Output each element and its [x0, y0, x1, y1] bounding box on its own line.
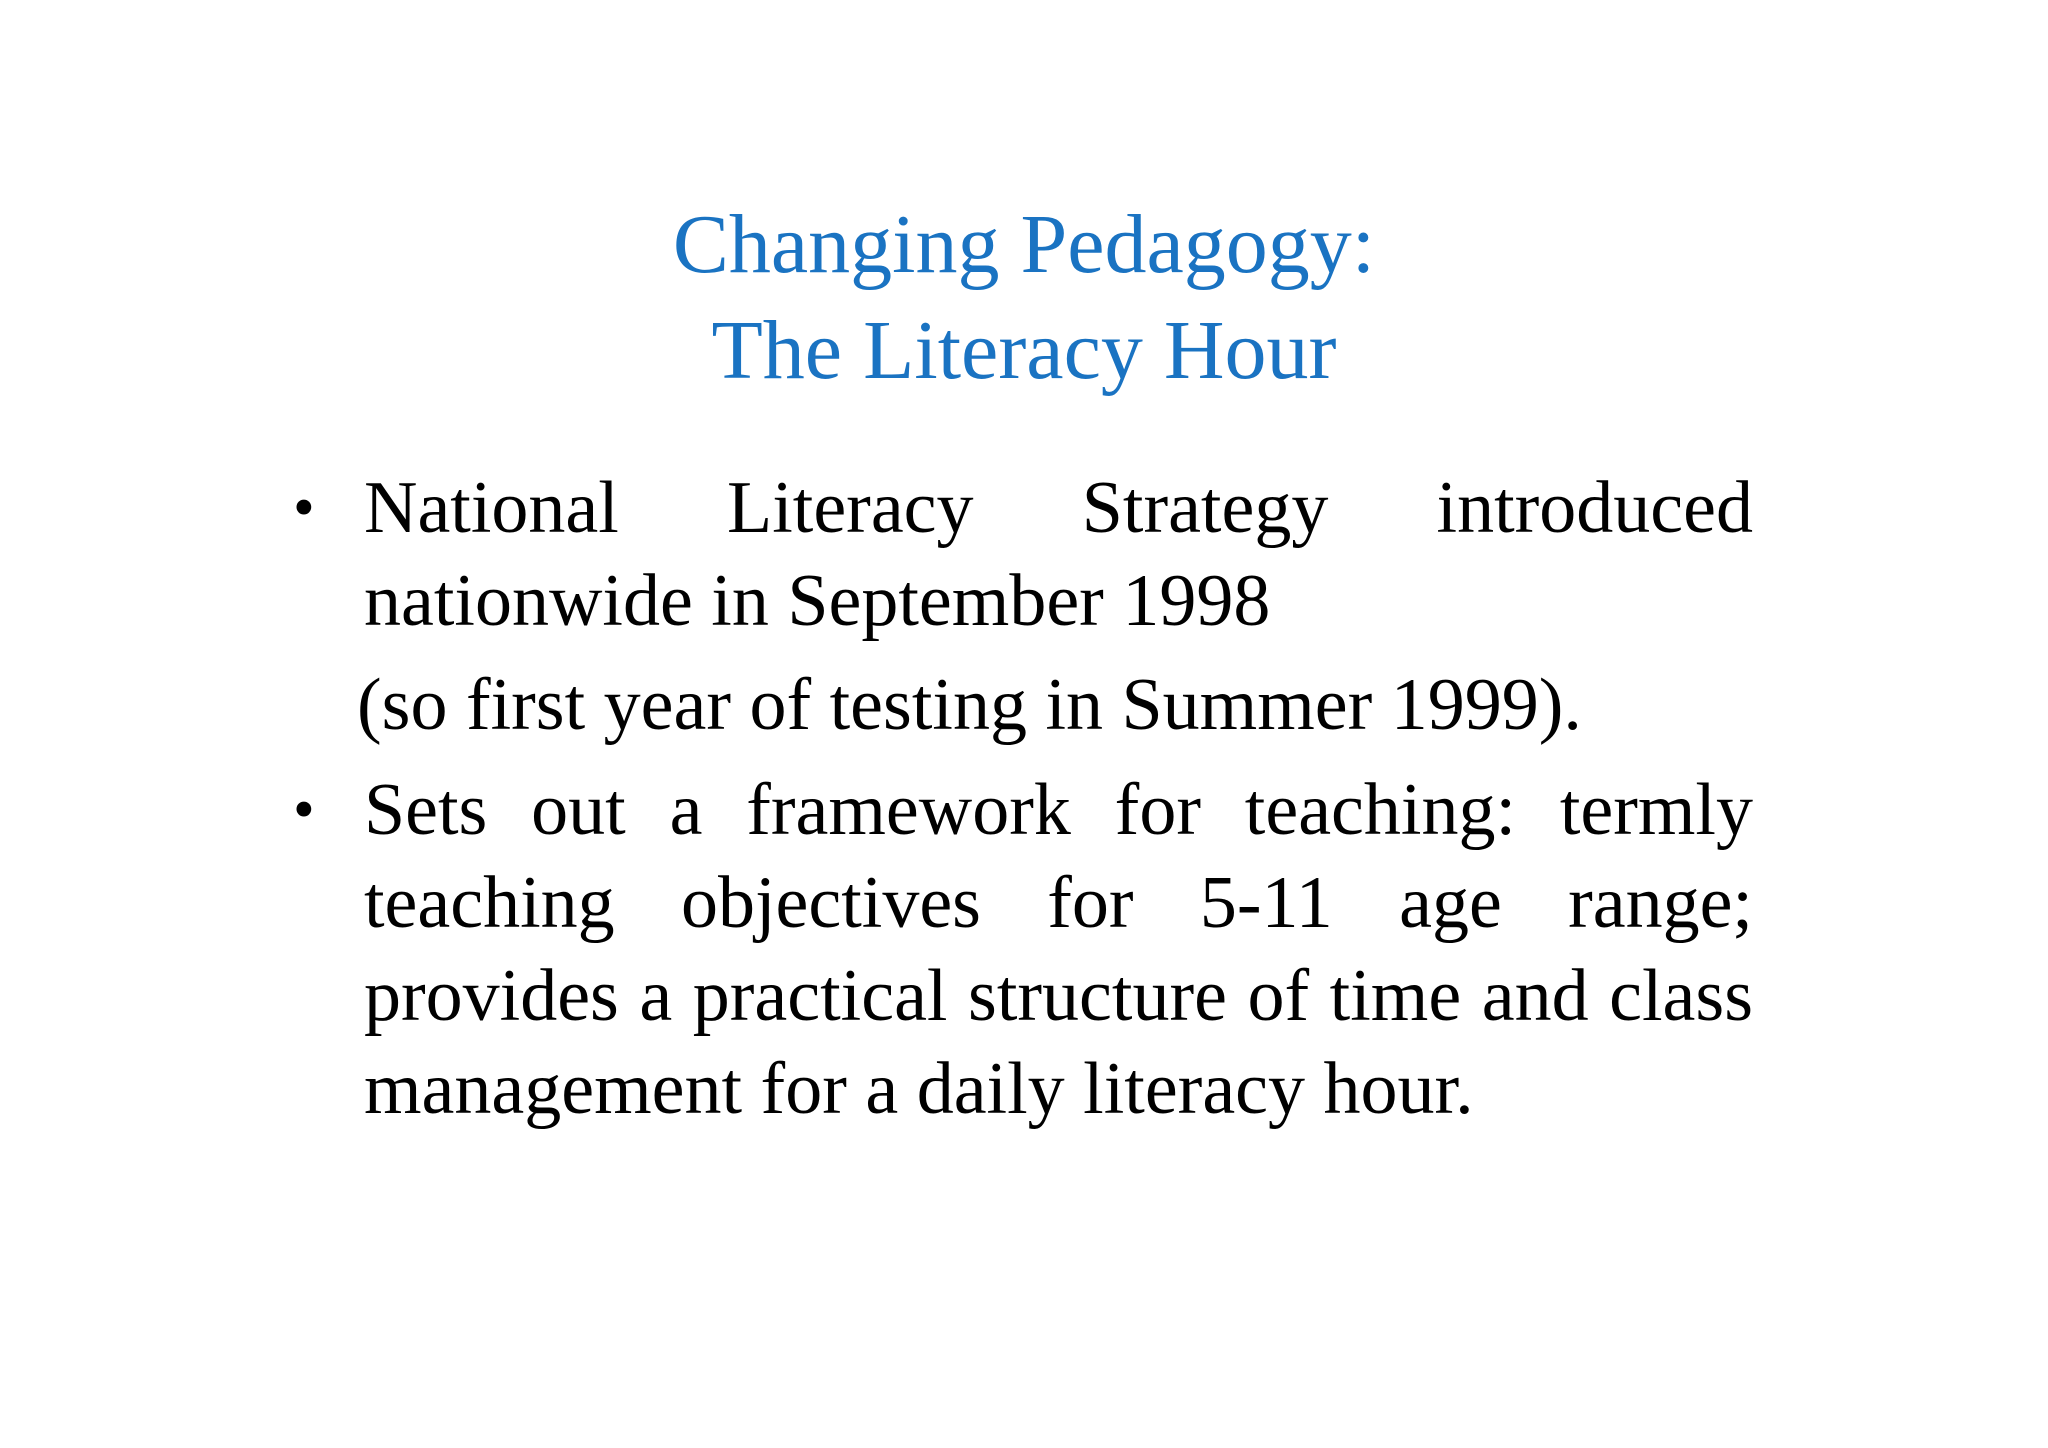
- bullet-marker: •: [293, 776, 315, 844]
- bullet-item-1: [293, 462, 1753, 648]
- bullet-text-2: Sets out a framework for teaching: termly teaching objectives for 5-11 age range; provides a practical structure of time and class management for a daily literacy hour.: [364, 769, 1753, 1130]
- bullet-text-1: National Literacy Strategy introduced nationwide in September 1998: [364, 467, 1753, 642]
- slide-body: [293, 462, 1753, 1136]
- bullet-note: (so first year of testing in Summer 1999).: [357, 664, 1582, 746]
- slide-title: [0, 192, 2048, 404]
- bullet-item-2: [293, 764, 1753, 1136]
- title-line-2: The Literacy Hour: [711, 304, 1337, 397]
- title-line-1: Changing Pedagogy:: [672, 198, 1376, 291]
- bullet-marker: •: [293, 474, 315, 542]
